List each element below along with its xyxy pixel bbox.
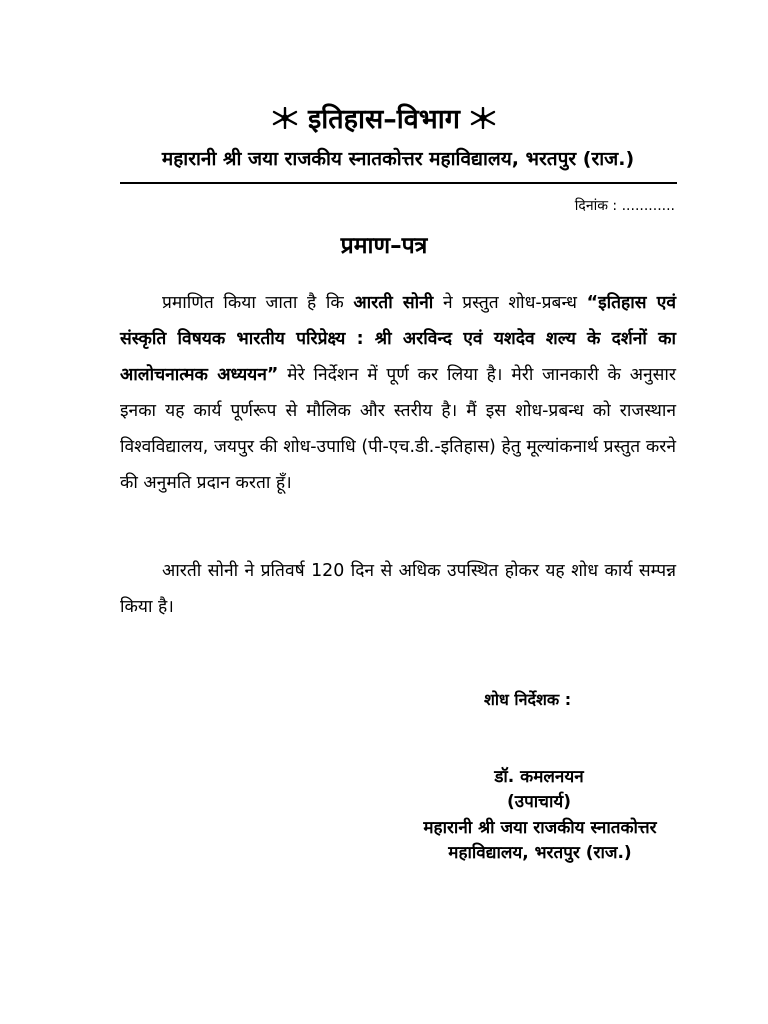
date-line: दिनांक : ............ — [574, 198, 675, 214]
candidate-name: आरती सोनी — [353, 293, 434, 313]
supervisor-name: डॉ. कमलनयन — [494, 767, 584, 787]
college-name: महारानी श्री जया राजकीय स्नातकोत्तर महाविद्यालय, भरतपुर (राज.) — [161, 148, 635, 170]
supervisor-label: शोध निर्देशक : — [484, 690, 572, 709]
certificate-paragraph — [120, 285, 676, 501]
star-ornament-icon — [469, 101, 497, 141]
department-title: इतिहास–विभाग — [308, 104, 460, 135]
thesis-title: “इतिहास एवं संस्कृति विषयक भारतीय परिप्रेक्ष्य : श्री अरविन्द एवं यशदेव शल्य के दर्शनों का आलोचनात्मक अध्ययन” — [120, 293, 676, 385]
certificate-title: प्रमाण–पत्र — [340, 233, 428, 259]
supervisor-college-line1: महारानी श्री जया राजकीय स्नातकोत्तर — [423, 818, 657, 838]
p1-lead: प्रमाणित किया जाता है कि — [162, 293, 344, 313]
star-ornament-icon — [271, 101, 299, 141]
p2-text: आरती सोनी ने प्रतिवर्ष 120 दिन से अधिक उपस्थित होकर यह शोध कार्य सम्पन्न किया है। — [120, 561, 676, 617]
supervisor-college-line2: महाविद्यालय, भरतपुर (राज.) — [448, 843, 632, 863]
supervisor-designation: (उपाचार्य) — [507, 792, 571, 812]
department-heading — [0, 100, 768, 141]
p1-rest: मेरे निर्देशन में पूर्ण कर लिया है। मेरी जानकारी के अनुसार इनका यह कार्य पूर्णरूप से मौलिक और स्तरीय है। मैं इस शोध-प्रबन्ध को राजस्थान विश्वविद्यालय, जयपुर की शोध-उपाधि (पी-एच.डी.-इतिहास) हेतु मूल्यांकनार्थ प्रस्तुत करने की अनुमति प्रदान करता हूँ। — [120, 365, 677, 493]
header-divider — [120, 182, 677, 184]
attendance-paragraph — [120, 553, 676, 625]
p1-mid: ने प्रस्तुत शोध-प्रबन्ध — [442, 293, 577, 313]
